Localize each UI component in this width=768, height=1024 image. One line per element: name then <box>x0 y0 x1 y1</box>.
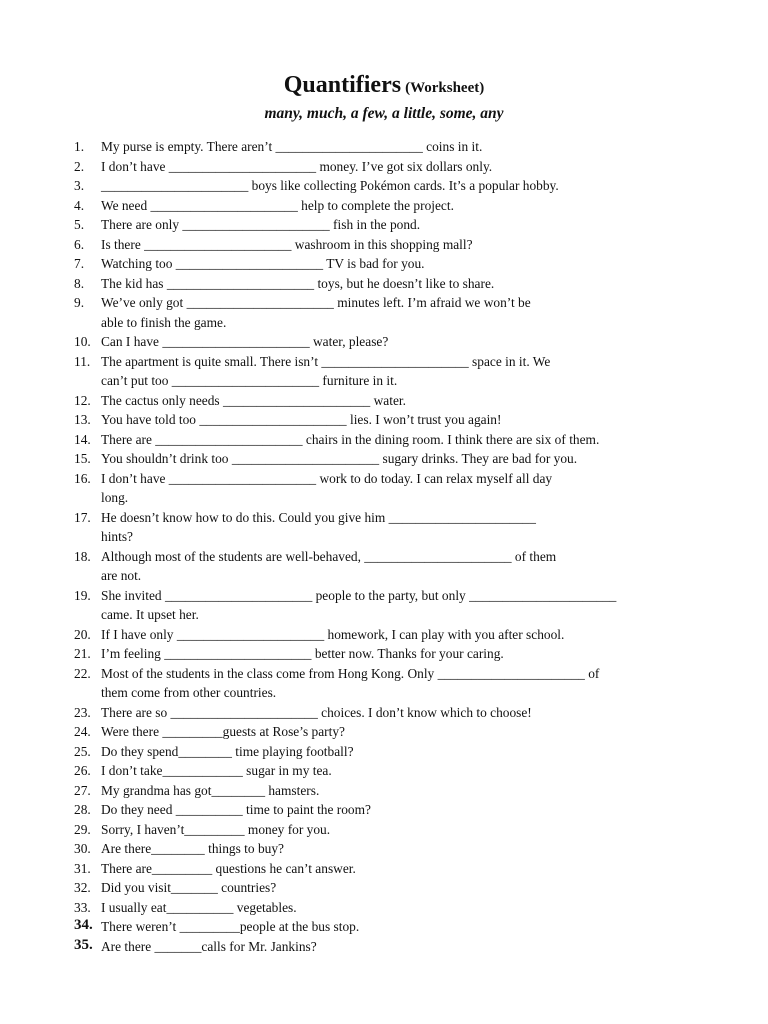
question-item <box>74 839 696 859</box>
question-item <box>74 430 696 450</box>
question-number: 17. <box>74 509 91 525</box>
question-item <box>74 508 696 547</box>
question-number: 32. <box>74 880 91 895</box>
question-number: 6. <box>74 236 85 252</box>
question-item <box>74 878 696 898</box>
question-text: The kid has ______________________ toys, but he doesn’t like to share. <box>101 275 495 291</box>
question-item <box>74 235 696 255</box>
question-number: 20. <box>74 626 91 642</box>
question-text: hints? <box>101 529 133 544</box>
question-number: 27. <box>74 782 91 798</box>
question-item <box>74 586 696 625</box>
question-item <box>74 254 696 274</box>
question-text: The cactus only needs ______________________ water. <box>101 392 406 408</box>
question-item <box>74 274 696 294</box>
question-number: 31. <box>74 860 91 876</box>
question-number: 34. <box>74 917 93 933</box>
question-item <box>74 917 696 937</box>
question-number: 12. <box>74 392 91 408</box>
question-text: Although most of the students are well-behaved, ______________________ of them <box>101 548 557 564</box>
question-text: You have told too ______________________ lies. I won’t trust you again! <box>101 412 502 427</box>
question-text: My grandma has got________ hamsters. <box>101 782 320 798</box>
question-item <box>74 859 696 879</box>
question-text: Do they spend________ time playing football? <box>101 743 354 759</box>
question-item <box>74 332 696 352</box>
question-text: I usually eat__________ vegetables. <box>101 899 297 915</box>
question-text: You shouldn’t drink too ______________________ sugary drinks. They are bad for you. <box>101 451 578 466</box>
title-line <box>0 70 768 103</box>
question-text: Most of the students in the class come from Hong Kong. Only ______________________ of <box>101 665 600 681</box>
question-number: 23. <box>74 704 91 720</box>
question-number: 1. <box>74 139 85 154</box>
question-number: 2. <box>74 158 85 174</box>
question-number: 24. <box>74 724 91 739</box>
question-item <box>74 781 696 801</box>
question-text: Are there _______calls for Mr. Jankins? <box>101 938 317 954</box>
question-text: Did you visit_______ countries? <box>101 880 277 895</box>
question-item <box>74 176 696 196</box>
question-text: Sorry, I haven’t_________ money for you. <box>101 821 331 837</box>
page-title: Quantifiers <box>283 72 402 98</box>
question-item <box>74 703 696 723</box>
question-item <box>74 469 696 508</box>
question-number: 18. <box>74 548 91 564</box>
question-item <box>74 157 696 177</box>
question-number: 33. <box>74 899 91 915</box>
question-number: 10. <box>74 334 91 349</box>
question-item <box>74 547 696 586</box>
question-text: ______________________ boys like collecting Pokémon cards. It’s a popular hobby. <box>101 178 559 193</box>
title-suffix: (Worksheet) <box>405 80 485 96</box>
question-item <box>74 410 696 430</box>
question-item <box>74 742 696 762</box>
title-block <box>0 70 768 124</box>
question-text: long. <box>101 490 129 505</box>
question-item <box>74 196 696 216</box>
question-item <box>74 215 696 235</box>
question-text: Can I have ______________________ water, please? <box>101 334 389 349</box>
question-text: came. It upset her. <box>101 607 199 622</box>
question-number: 7. <box>74 256 85 271</box>
question-item <box>74 352 696 391</box>
question-number: 16. <box>74 470 91 486</box>
question-number: 19. <box>74 587 91 603</box>
question-number: 13. <box>74 412 91 427</box>
question-item <box>74 761 696 781</box>
question-text: Do they need __________ time to paint the room? <box>101 802 371 817</box>
page-subtitle: many, much, a few, a little, some, any <box>264 105 504 122</box>
question-list <box>74 137 696 956</box>
question-item <box>74 898 696 918</box>
question-text: Watching too ______________________ TV is bad for you. <box>101 256 425 271</box>
question-item <box>74 391 696 411</box>
question-text: There are so ______________________ choices. I don’t know which to choose! <box>101 704 532 720</box>
question-text: There are ______________________ chairs in the dining room. I think there are six of them. <box>101 431 600 447</box>
question-text: Are there________ things to buy? <box>101 841 284 856</box>
question-text: There are_________ questions he can’t answer. <box>101 860 356 876</box>
question-item <box>74 722 696 742</box>
question-text: There weren’t _________people at the bus stop. <box>101 919 360 934</box>
question-text: He doesn’t know how to do this. Could you give him ______________________ <box>101 509 536 525</box>
question-text: Is there ______________________ washroom in this shopping mall? <box>101 236 473 252</box>
question-text: able to finish the game. <box>101 314 227 330</box>
question-text: Were there _________guests at Rose’s party? <box>101 724 345 739</box>
question-text: My purse is empty. There aren’t ______________________ coins in it. <box>101 139 483 154</box>
question-text: She invited ______________________ people to the party, but only ______________________ <box>101 587 617 603</box>
question-item <box>74 664 696 703</box>
question-item <box>74 820 696 840</box>
question-number: 22. <box>74 665 91 681</box>
question-number: 9. <box>74 295 85 310</box>
question-text: are not. <box>101 568 142 583</box>
question-item <box>74 625 696 645</box>
question-text: If I have only ______________________ homework, I can play with you after school. <box>101 626 565 642</box>
question-number: 35. <box>74 936 93 953</box>
question-text: I don’t have ______________________ money. I’ve got six dollars only. <box>101 158 493 174</box>
question-text: There are only ______________________ fish in the pond. <box>101 217 421 232</box>
question-text: I’m feeling ______________________ better now. Thanks for your caring. <box>101 646 504 661</box>
question-text: We need ______________________ help to complete the project. <box>101 197 454 213</box>
question-number: 25. <box>74 743 91 759</box>
question-number: 21. <box>74 646 91 661</box>
question-item <box>74 937 696 957</box>
question-number: 29. <box>74 821 91 837</box>
question-number: 11. <box>74 353 91 369</box>
question-text: can’t put too ______________________ furniture in it. <box>101 373 398 388</box>
question-item <box>74 800 696 820</box>
question-number: 5. <box>74 217 85 232</box>
question-text: them come from other countries. <box>101 685 277 700</box>
question-item <box>74 137 696 157</box>
question-text: I don’t take____________ sugar in my tea. <box>101 763 332 778</box>
question-number: 14. <box>74 431 91 447</box>
question-item <box>74 293 696 332</box>
question-text: The apartment is quite small. There isn’t ______________________ space in it. We <box>101 353 551 369</box>
question-number: 26. <box>74 763 91 778</box>
question-number: 3. <box>74 178 85 193</box>
question-number: 28. <box>74 802 91 817</box>
question-number: 8. <box>74 275 85 291</box>
question-number: 4. <box>74 197 85 213</box>
question-item <box>74 644 696 664</box>
question-number: 30. <box>74 841 91 856</box>
question-number: 15. <box>74 451 91 466</box>
question-text: I don’t have ______________________ work to do today. I can relax myself all day <box>101 470 553 486</box>
question-item <box>74 449 696 469</box>
question-text: We’ve only got ______________________ minutes left. I’m afraid we won’t be <box>101 295 531 310</box>
